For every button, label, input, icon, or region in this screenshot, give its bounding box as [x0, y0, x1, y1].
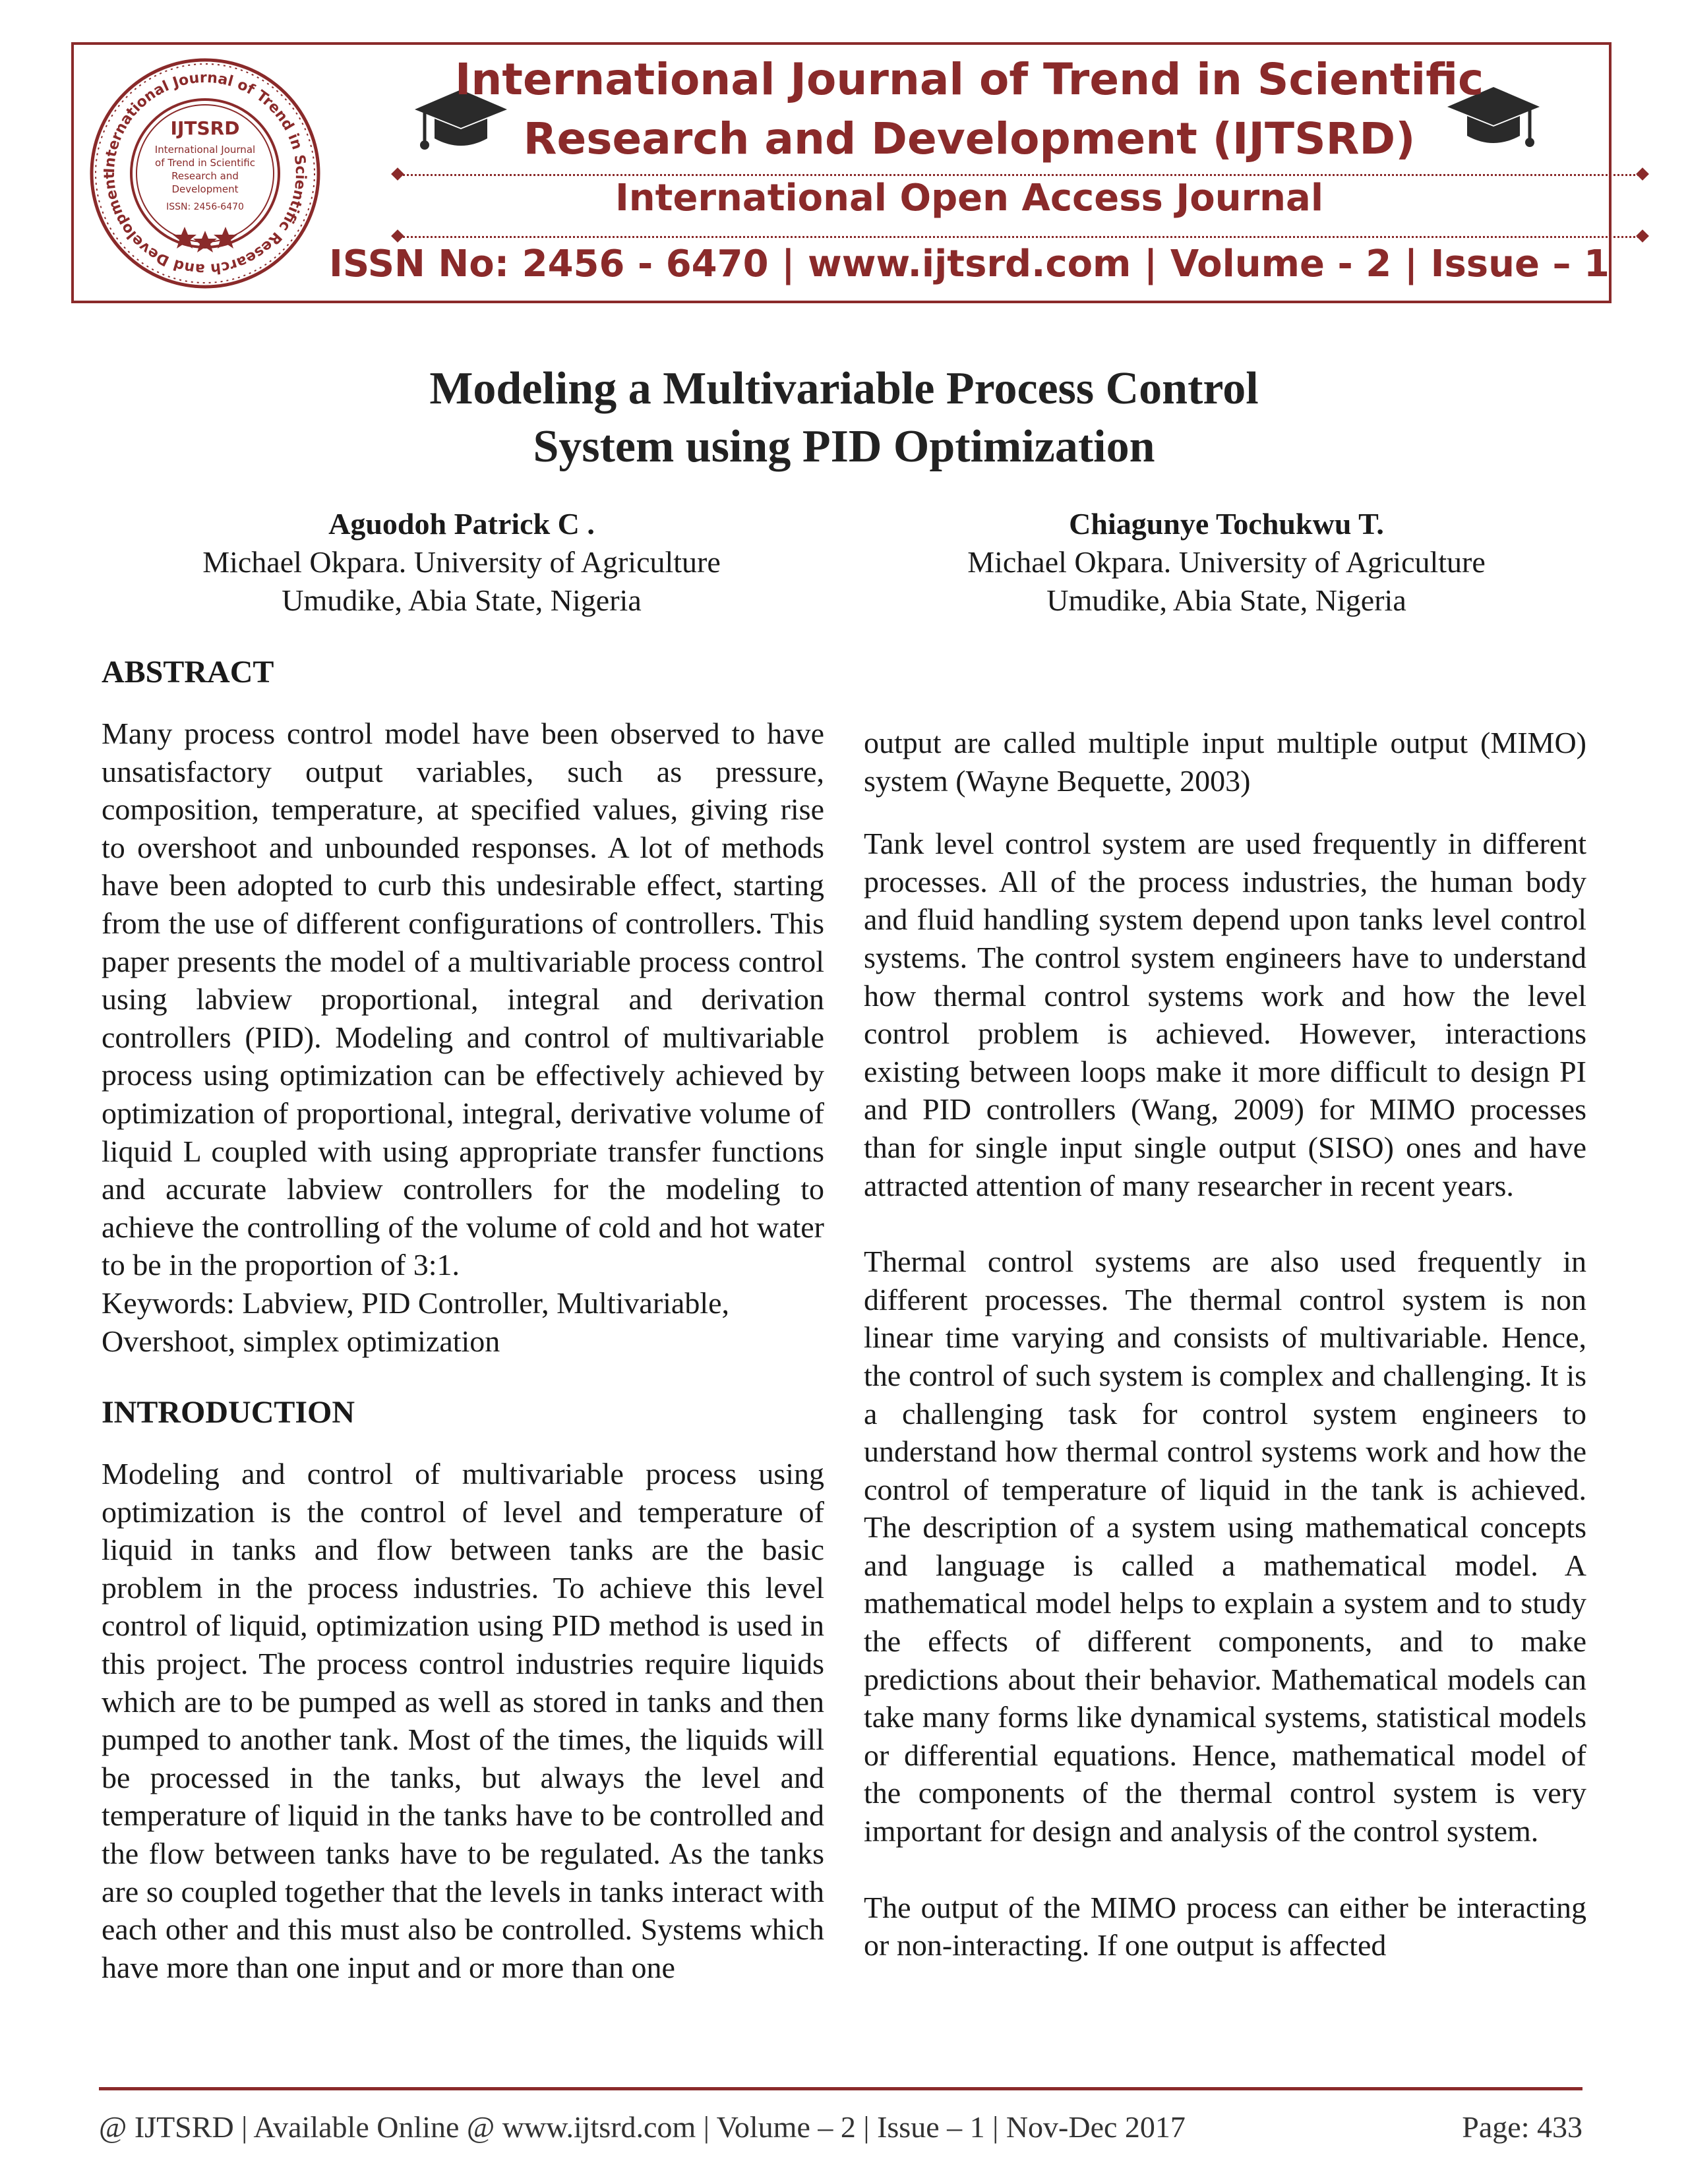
paragraph: Tank level control system are used frequently in different processes. All of the process industries, the human body and fluid handling system depend upon tanks level control systems. The control system engineers have to understand how thermal control systems work and how the level control problem is achieved. However, interactions existing between loops make it more difficult to design PI and PID controllers (Wang, 2009) for MIMO processes than for single input single output (SISO) ones and have attracted attention of many researcher in recent years.	[864, 827, 1586, 1202]
abstract-text: Many process control model have been observed to have unsatisfactory output variables, such as pressure, composition, temperature, at specified values, giving rise to overshoot and unbounded responses. A lot of methods have been adopted to curb this undesirable effect, starting from the use of different configurations of controllers. This paper presents the model of a multivariable process control using labview proportional, integral and derivation controllers (PID). Modeling and control of multivariable process using optimization can be effectively achieved by optimization of proportional, integral, derivative volume of liquid L coupled with using appropriate transfer functions and accurate labview controllers for the modeling to achieve the controlling of the volume of cold and hot water to be in the proportion of 3:1.	[102, 717, 824, 1282]
footer-rule	[99, 2087, 1582, 2090]
paper-title	[0, 360, 1688, 476]
introduction-heading: INTRODUCTION	[102, 1395, 355, 1431]
author-name: Chiagunye Tochukwu T.	[1069, 507, 1384, 541]
svg-text:of Trend in Scientific: of Trend in Scientific	[155, 157, 255, 169]
journal-title-line-1: International Journal of Trend in Scientific	[454, 54, 1484, 105]
author-location: Umudike, Abia State, Nigeria	[1046, 583, 1406, 617]
divider	[398, 236, 1643, 238]
page-footer	[99, 2110, 1582, 2144]
author-location: Umudike, Abia State, Nigeria	[282, 583, 642, 617]
author-name: Aguodoh Patrick C .	[328, 507, 595, 541]
svg-text:International Journal: International Journal	[154, 144, 256, 156]
svg-text:Development: Development	[171, 183, 239, 195]
left-column	[102, 653, 824, 1986]
author-block	[864, 505, 1589, 620]
paragraph: Thermal control systems are also used frequently in different processes. The thermal control system is non linear time varying and consists of multivariable. Hence, the control of such system is complex and challenging. It is a challenging task for control system engineers to understand how thermal control systems work and how the control of temperature of liquid in the tank is achieved. The description of a system using mathematical concepts and language is called a mathematical model. A mathematical model helps to explain a system and to study the effects of different components, and to make predictions about their behavior. Mathematical models can take many forms like dynamical systems, statistical models or differential equations. Hence, mathematical model of the components of the thermal control system is very important for design and analysis of the control system.	[864, 1245, 1586, 1848]
paper-title-line-1: Modeling a Multivariable Process Control	[429, 363, 1259, 414]
journal-masthead	[71, 42, 1612, 303]
divider	[398, 174, 1643, 176]
divider-ornament	[1636, 167, 1649, 181]
abstract-heading: ABSTRACT	[102, 655, 274, 690]
keywords: Keywords: Labview, PID Controller, Multivariable, Overshoot, simplex optimization	[102, 1285, 730, 1358]
footer-info: @ IJTSRD | Available Online @ www.ijtsrd.com | Volume – 2 | Issue – 1 | Nov-Dec 2017	[99, 2110, 1186, 2144]
journal-seal-logo	[86, 54, 324, 293]
paragraph: The output of the MIMO process can either be interacting or non-interacting. If one output is affected	[864, 1890, 1586, 1963]
paragraph: output are called multiple input multiple output (MIMO) system (Wayne Bequette, 2003)	[864, 726, 1586, 798]
journal-title-line-2: Research and Development (IJTSRD)	[523, 113, 1416, 164]
right-column	[864, 724, 1586, 1964]
paper-title-line-2: System using PID Optimization	[533, 421, 1155, 472]
author-block	[99, 505, 824, 620]
svg-text:Research and: Research and	[171, 170, 239, 182]
introduction-text: Modeling and control of multivariable process using optimization is the control of level and temperature of liquid in tanks and flow between tanks are the basic problem in the process industries. To achieve this level control of liquid, optimization using PID method is used in this project. The process control industries require liquids which are to be pumped as well as stored in tanks and then pumped to another tank. Most of the times, the liquids will be processed in the tanks, but always the level and temperature of liquid in the tanks have to be controlled and the flow between tanks have to be regulated. As the tanks are so coupled together that the levels in tanks interact with each other and this must also be controlled. Systems which have more than one input and or more than one	[102, 1457, 824, 1984]
svg-text:IJTSRD: IJTSRD	[170, 117, 240, 139]
svg-text:ISSN: 2456-6470: ISSN: 2456-6470	[166, 202, 244, 212]
journal-info-line: ISSN No: 2456 - 6470 | www.ijtsrd.com | Volume - 2 | Issue – 1	[329, 243, 1610, 285]
page-number: Page: 433	[1462, 2110, 1582, 2144]
author-affiliation: Michael Okpara. University of Agriculture	[967, 545, 1486, 579]
divider-ornament	[1636, 229, 1649, 243]
journal-subtitle: International Open Access Journal	[615, 177, 1324, 220]
author-affiliation: Michael Okpara. University of Agriculture	[202, 545, 721, 579]
svg-text:International Journal of Trend: International Journal of Trend in Scientific Research and Development	[101, 69, 309, 278]
divider-ornament	[391, 229, 404, 243]
